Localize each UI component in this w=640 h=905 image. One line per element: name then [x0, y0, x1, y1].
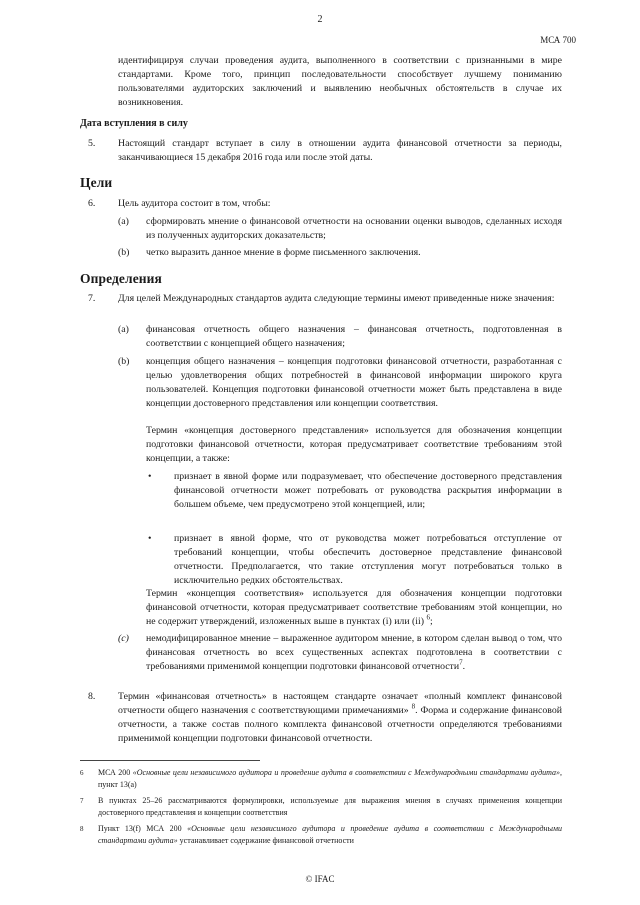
- definition-b-label: (b): [118, 356, 130, 367]
- objective-b-text: четко выразить данное мнение в форме письменного заключения.: [146, 247, 421, 258]
- footnote-divider: [80, 760, 260, 761]
- copyright-footer: © IFAC: [305, 874, 335, 884]
- footnote-8-number: 8: [80, 825, 84, 833]
- definition-c-end: .: [462, 661, 466, 672]
- footnote-7-number: 7: [80, 797, 84, 805]
- footnote-7: [98, 795, 562, 819]
- intro-continuation: идентифицируя случаи проведения аудита, выполненного в соответствии с признанными в мире стандартами. Кроме того, принцип последовательности способствует лучшему пониманию пользователями аудиторских заключений и выявлению необычных обстоятельств в случае их возникновения.: [118, 55, 562, 108]
- compliance-end: ;: [429, 616, 433, 627]
- page-number: 2: [317, 14, 323, 25]
- standard-code: МСА 700: [540, 35, 576, 45]
- footnote-8-pre: Пункт 13(f) МСА 200: [98, 824, 188, 833]
- definition-c-text: немодифицированное мнение – выраженное аудитором мнение, в котором сделан вывод о том, что финансовая отчетность во всех существенных аспектах подготовлена в соответствии с требованиями применимой концепции подготовки финансовой отчетности: [146, 633, 562, 672]
- para-8-number: 8.: [88, 691, 96, 702]
- heading-objectives: Цели: [80, 175, 113, 190]
- para-6-intro: Цель аудитора состоит в том, чтобы:: [118, 198, 271, 209]
- compliance-text: Термин «концепция соответствия» используется для обозначения концепции подготовки финансовой отчетности, которая предусматривает соответствие требованиям этой концепции, но не содержит утверждений, изложенных выше в пунктах (i) или (ii): [146, 588, 562, 627]
- definition-a-text: финансовая отчетность общего назначения – финансовая отчетность, подготовленная в соответствии с концепцией общего назначения;: [146, 324, 562, 349]
- bullet-2-text: признает в явной форме, что от руководства может потребоваться отступление от требований концепции, чтобы обеспечить достоверное представление финансовой отчетности. Предполагается, что такие отступления могут потребоваться только в исключительно редких обстоятельствах.: [174, 533, 562, 586]
- para-7-intro: Для целей Международных стандартов аудита следующие термины имеют приведенные ниже значения:: [118, 293, 555, 304]
- footnote-6-pre: МСА 200: [98, 768, 133, 777]
- footnote-ref-8: 8: [411, 702, 416, 711]
- bullet-2-mark: •: [148, 533, 152, 544]
- bullet-1-mark: •: [148, 471, 152, 482]
- definition-b-text: концепция общего назначения – концепция подготовки финансовой отчетности, разработанная с целью удовлетворения общих потребностей в финансовой информации широкого круга пользователей. Концепция подготовки финансовой отчетности может быть представлена в виде концепции достоверного представления или концепции соответствия.: [146, 356, 562, 409]
- footnote-8-title: «Основные цели независимого аудитора и проведение аудита в соответствии с Международными стандартами аудита»: [98, 824, 563, 845]
- footnote-6: [98, 767, 562, 791]
- objective-b-label: (b): [118, 247, 130, 258]
- bullet-1-text: признает в явной форме или подразумевает, что обеспечение достоверного представления финансовой отчетности может потребовать от руководства раскрытия информации в большем объеме, чем предусмотрено этой концепцией, или;: [174, 471, 562, 510]
- definition-a-label: (a): [118, 324, 129, 335]
- para-5-number: 5.: [88, 138, 96, 149]
- footnote-7-text: В пунктах 25–26 рассматриваются формулировки, используемые для выражения мнения в случаях применения концепции достоверного представления и концепции соответствия: [98, 796, 562, 817]
- definition-c-label: (c): [118, 633, 129, 644]
- footnote-6-post: , пункт 13(a): [98, 768, 562, 789]
- compliance-definition: [146, 587, 562, 629]
- objective-a-label: (a): [118, 216, 129, 227]
- para-6-number: 6.: [88, 198, 96, 209]
- objective-a-text: сформировать мнение о финансовой отчетности на основании оценки выводов, сделанных исходя из полученных аудиторских доказательств;: [146, 216, 562, 241]
- footnote-6-title: «Основные цели независимого аудитора и проведение аудита в соответствии с Международными стандартами аудита»: [132, 768, 560, 777]
- fair-presentation-intro: Термин «концепция достоверного представления» используется для обозначения концепции подготовки финансовой отчетности, которая предусматривает соответствие требованиям этой концепции, а также:: [146, 425, 562, 464]
- footnote-ref-7: 7: [459, 658, 463, 667]
- footnote-ref-6: 6: [426, 613, 430, 622]
- para-5-text: Настоящий стандарт вступает в силу в отношении аудита финансовой отчетности за периоды, заканчивающиеся 15 декабря 2016 года или после этой даты.: [118, 138, 562, 163]
- definition-c: [146, 632, 562, 674]
- footnote-6-number: 6: [80, 769, 84, 777]
- heading-definitions: Определения: [80, 271, 162, 286]
- footnote-8: [98, 823, 562, 847]
- para-7-number: 7.: [88, 293, 96, 304]
- para-8: [118, 690, 562, 746]
- para-8-text-a: Термин «финансовая отчетность» в настоящем стандарте означает «полный комплект финансовой отчетности общего назначения с соответствующими примечаниями»: [118, 691, 562, 716]
- footnote-8-post: устанавливает содержание финансовой отчетности: [177, 836, 354, 845]
- para-8-text-b: . Форма и содержание финансовой отчетности, а также состав полного комплекта финансовой отчетности определяются требованиями применимой концепции подготовки финансовой отчетности.: [118, 705, 562, 744]
- heading-effective-date: Дата вступления в силу: [80, 118, 188, 129]
